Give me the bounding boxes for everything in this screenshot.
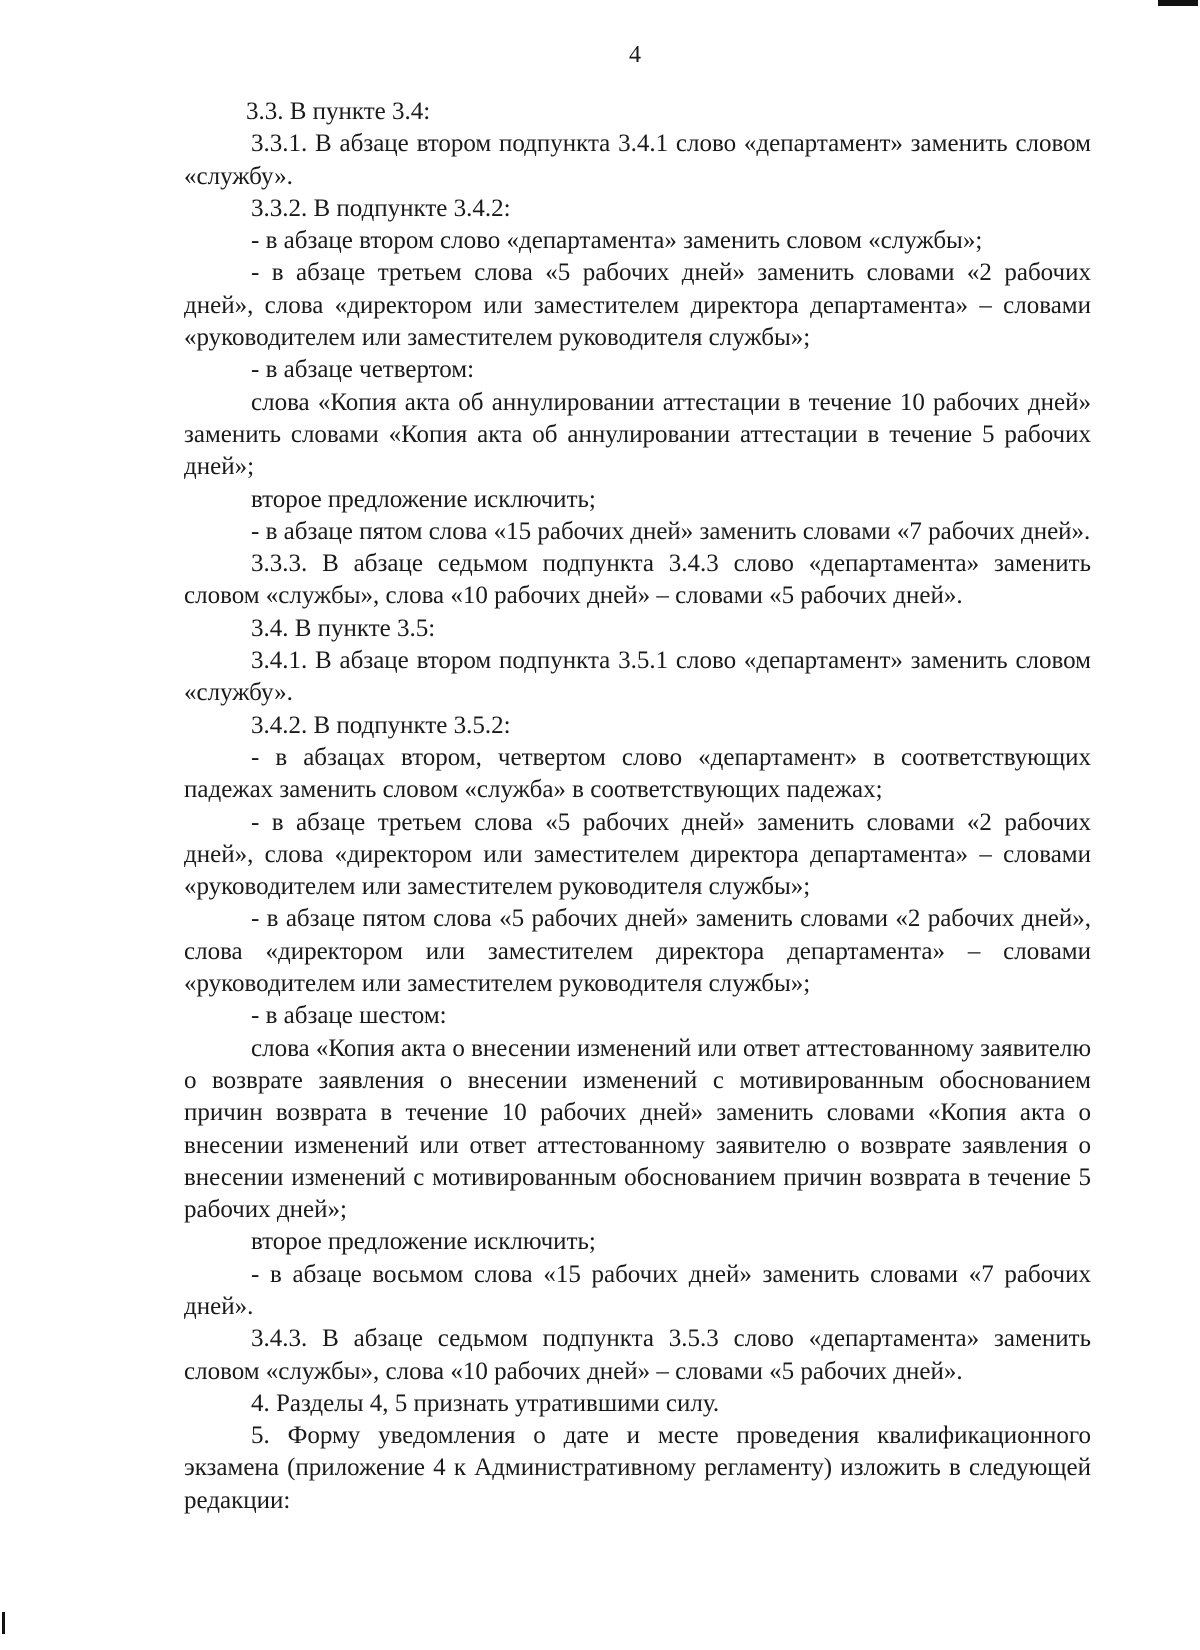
- paragraph-5: 5. Форму уведомления о дате и месте проведения квалификационного экзамена (приложение 4 к Административному регламенту) изложить в следующей редакции:: [184, 1422, 1091, 1514]
- document-body: [184, 96, 1091, 1517]
- list-item-paragraph-2: - в абзаце втором слово «департамента» заменить словом «службы»;: [251, 227, 983, 255]
- paragraph-second-sentence: второе предложение исключить;: [251, 485, 596, 513]
- paragraph-3-3: 3.3. В пункте 3.4:: [246, 98, 431, 125]
- paragraph-4: 4. Разделы 4, 5 признать утратившими силу.: [251, 1389, 720, 1417]
- list-item-paragraph-4: - в абзаце четвертом:: [251, 356, 475, 384]
- list-item-paragraph-3: - в абзаце третьем слова «5 рабочих дней» заменить словами «2 рабочих дней», слова «директором или заместителем директора департамента» – словами «руководителем или заместителем руководителя службы»;: [184, 259, 1091, 352]
- paragraph-3-4-2: 3.4.2. В подпункте 3.5.2:: [251, 711, 511, 739]
- paragraph-3-4-1: 3.4.1. В абзаце втором подпункта 3.5.1 слово «департамент» заменить словом «службу».: [184, 647, 1091, 707]
- paragraph-words-changes: слова «Копия акта о внесении изменений или ответ аттестованному заявителю о возврате заявления о внесении изменений с мотивированным обоснованием причин возврата в течение 10 рабочих дней» заменить словами «Копия акта о внесении изменений или ответ аттестованному заявителю о возврате заявления о внесении изменений с мотивированным обоснованием причин возврата в течение 5 рабочих дней»;: [184, 1034, 1092, 1224]
- list-item-paragraph-8: - в абзаце восьмом слова «15 рабочих дней» заменить словами «7 рабочих дней».: [184, 1260, 1091, 1320]
- paragraph-3-3-2: 3.3.2. В подпункте 3.4.2:: [251, 194, 511, 222]
- paragraph-3-4: 3.4. В пункте 3.5:: [251, 614, 436, 642]
- paragraph-3-4-3: 3.4.3. В абзаце седьмом подпункта 3.5.3 слово «департамента» заменить словом «службы», слова «10 рабочих дней» – словами «5 рабочих дней».: [184, 1325, 1091, 1385]
- paragraph-3-3-1: 3.3.1. В абзаце втором подпункта 3.4.1 слово «департамент» заменить словом «службу».: [184, 130, 1091, 190]
- scan-edge-mark: [1158, 0, 1198, 6]
- paragraph-second-sentence-b: второе предложение исключить;: [251, 1228, 596, 1256]
- paragraph-3-3-3: 3.3.3. В абзаце седьмом подпункта 3.4.3 слово «департамента» заменить словом «службы», слова «10 рабочих дней» – словами «5 рабочих дней».: [184, 550, 1091, 610]
- list-item-paragraphs-2-4: - в абзацах втором, четвертом слово «департамент» в соответствующих падежах заменить словом «служба» в соответствующих падежах;: [184, 743, 1091, 804]
- paragraph-words-annulment: слова «Копия акта об аннулировании аттестации в течение 10 рабочих дней» заменить словами «Копия акта об аннулировании аттестации в течение 5 рабочих дней»;: [184, 388, 1091, 481]
- list-item-paragraph-6: - в абзаце шестом:: [251, 1002, 447, 1030]
- list-item-paragraph-5: - в абзаце пятом слова «15 рабочих дней» заменить словами «7 рабочих дней».: [251, 517, 1091, 545]
- list-item-paragraph-5b: - в абзаце пятом слова «5 рабочих дней» заменить словами «2 рабочих дней», слова «директором или заместителем директора департамента» – словами «руководителем или заместителем руководителя службы»;: [184, 905, 1091, 998]
- page-number: 4: [629, 42, 641, 68]
- list-item-paragraph-3b: - в абзаце третьем слова «5 рабочих дней» заменить словами «2 рабочих дней», слова «директором или заместителем директора департамента» – словами «руководителем или заместителем руководителя службы»;: [184, 808, 1091, 901]
- scan-edge-mark-left: [2, 1612, 5, 1634]
